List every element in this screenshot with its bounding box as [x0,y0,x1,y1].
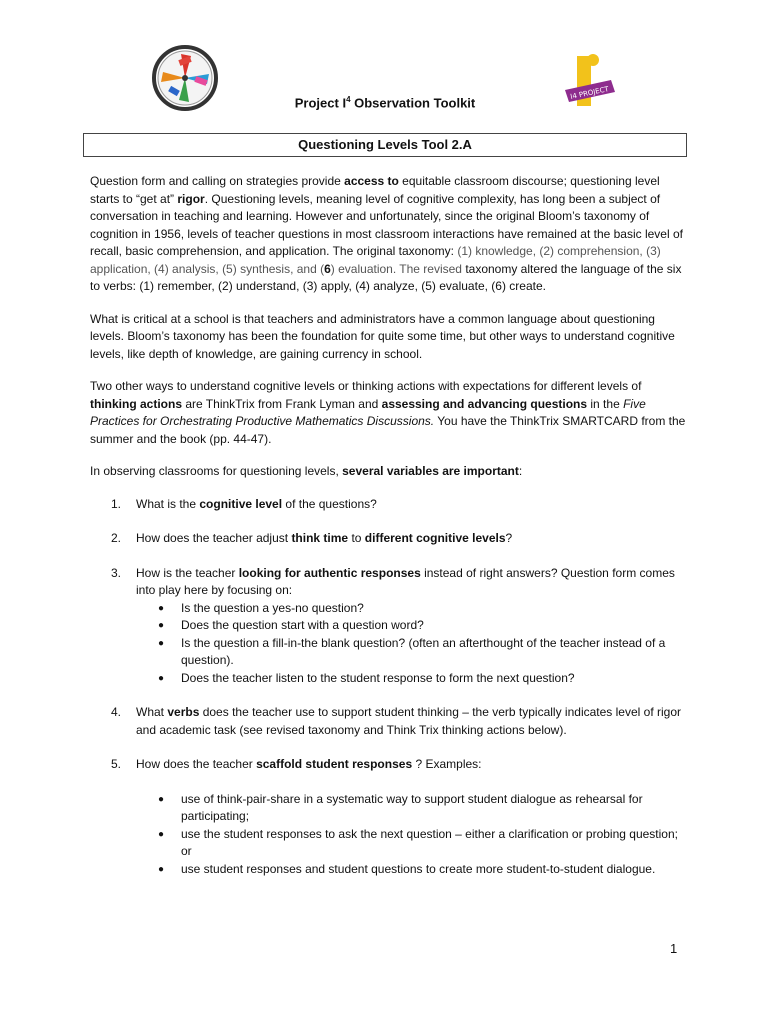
bullet-item: ● Is the question a yes-no question? [136,600,690,618]
paragraph-intro: Question form and calling on strategies provide access to equitable classroom discourse; questioning level starts to “get at” rigor. Questioning levels, meaning level of cognitive complexity, has long been a subject of conversation in teaching and learning. However and unfortunately, since the original Bloom’s taxonomy of cognition in 1956, levels of teacher questions in most classroom interactions have remained at the basic level of recall, basic comprehension, and application. The original taxonomy: (1) knowledge, (2) comprehension, (3) application, (4) analysis, (5) synthesis, and (6) evaluation. The revised taxonomy altered the language of the six to verbs: (1) remember, (2) understand, (3) apply, (4) analyze, (5) evaluate, (6) create. [90,174,683,293]
list-item: 2. How does the teacher adjust think time to different cognitive levels? [111,531,513,545]
bullet-item: ● use the student responses to ask the next question – either a clarification or probing question; or [136,826,690,861]
paragraph-common-language: What is critical at a school is that teachers and administrators have a common language about questioning levels. Bloom’s taxonomy has been the foundation for quite some time, but other ways to understand cognitive levels, like depth of knowledge, are gaining currency in school. [90,311,675,361]
bullet-item: ● Is the question a fill-in-the blank question? (often an afterthought of the teacher instead of a question). [136,635,690,670]
logo-text: I4 PROJECT [569,85,610,102]
bullet-item: ● Does the question start with a question word? [136,617,690,635]
bullet-item: ● use student responses and student questions to create more student-to-student dialogue. [136,861,690,879]
paragraph-other-ways: Two other ways to understand cognitive levels or thinking actions with expectations for different levels of thinking actions are ThinkTrix from Frank Lyman and assessing and advancing questions in the Five Practices for Orchestrating Productive Mathematics Discussions. You have the ThinkTrix SMARTCARD from the summer and the book (pp. 44-47). [90,379,686,446]
list-item: 3. How is the teacher looking for authentic responses instead of right answers? Question form comes into play here by focusing on: ● Is the question a yes-no question? ● Does the question start with a question word? ● Is the question a fill-in-the blank question? (often an afterthought of the teacher instead of a question). ● Does the teacher listen to the student response to form the next question? [90,565,690,688]
bullet-list [136,600,690,688]
bullet-list [136,791,690,879]
tool-title-box: Questioning Levels Tool 2.A [83,133,687,157]
bullet-item: ● use of think-pair-share in a systematic way to support student dialogue as rehearsal for participating; [136,791,690,826]
bullet-item: ● Does the teacher listen to the student response to form the next question? [136,670,690,688]
list-item: 1. What is the cognitive level of the questions? [111,496,377,511]
list-item: 5. How does the teacher scaffold student responses ? Examples: ● use of think-pair-share in a systematic way to support student dialogue as rehearsal for participating; ● use the student responses to ask the next question – either a clarification or probing question; or ● use student responses and student questions to create more student-to-student dialogue. [90,756,690,878]
list-item: 4. What verbs does the teacher use to support student thinking – the verb typically indicates level of rigor and academic task (see revised taxonomy and Think Trix thinking actions below). [111,705,681,737]
paragraph-variables: In observing classrooms for questioning levels, several variables are important: [90,464,523,478]
question-list [90,496,690,879]
document-body [90,173,690,895]
page-number: 1 [670,941,678,956]
page-title: Project $I^4$ Observation Toolkit [294,95,476,111]
